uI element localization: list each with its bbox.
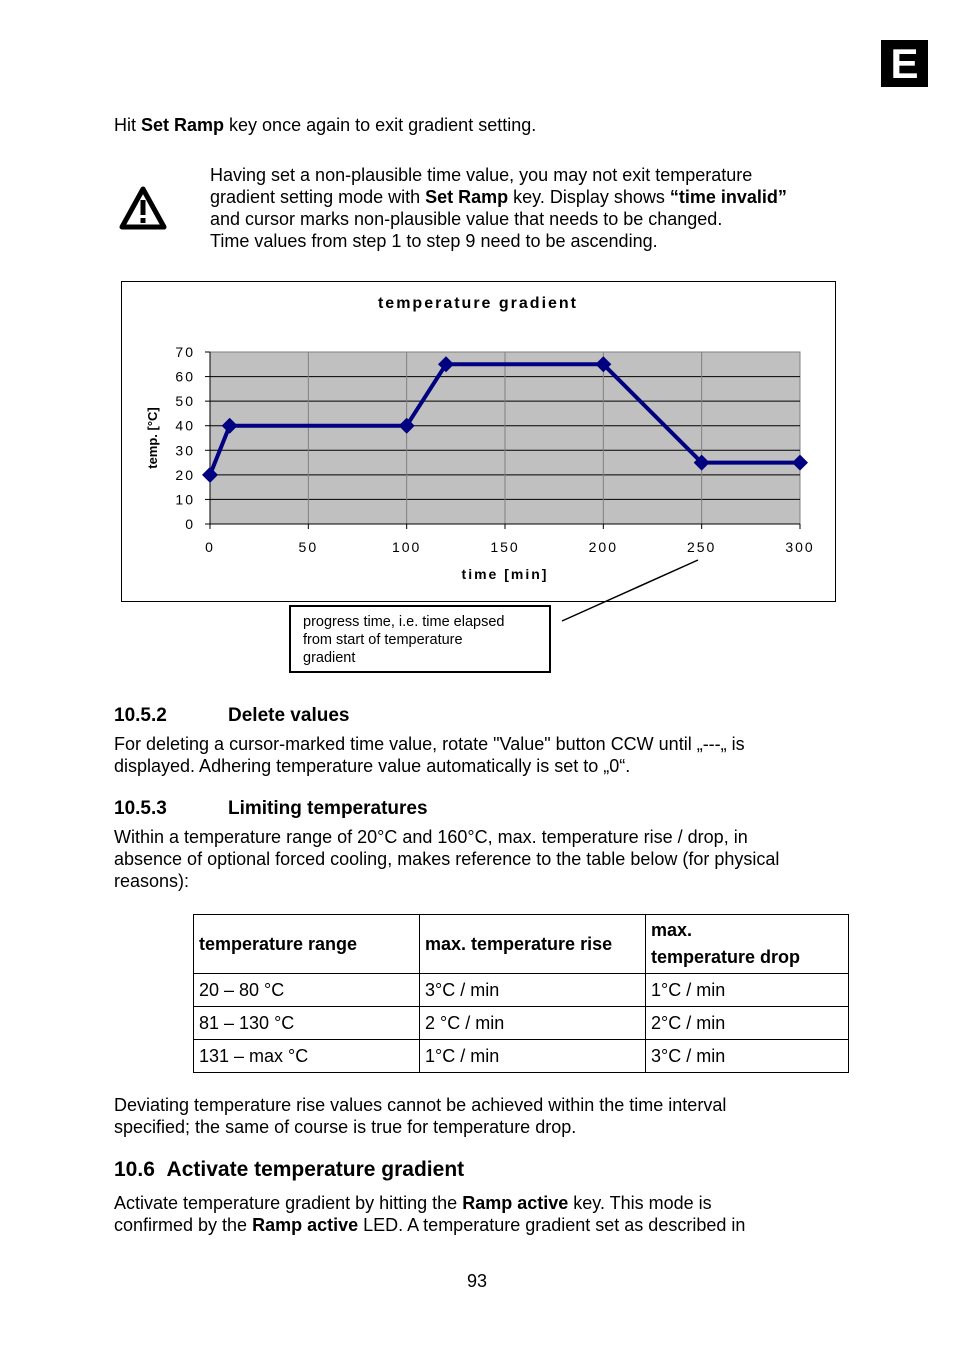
y-tick-label: 30 <box>175 442 195 459</box>
table-header-cell: max. temperature drop <box>646 915 849 974</box>
y-tick-label: 50 <box>175 393 195 410</box>
table-header-row <box>194 915 849 974</box>
callout-leader-line <box>562 560 698 621</box>
chart-callout-box <box>289 605 551 673</box>
warning-line-1: Having set a non-plausible time value, you may not exit temperature <box>210 165 753 185</box>
warning-line-3: and cursor marks non-plausible value that needs to be changed. <box>210 209 723 229</box>
y-tick-label: 40 <box>175 417 195 434</box>
section-number: 10.6 <box>114 1158 155 1181</box>
chart-title: temperature gradient <box>377 295 579 312</box>
temperature-limits-table <box>193 914 849 1073</box>
x-tick-label: 150 <box>490 539 520 555</box>
intro-text: Hit <box>114 115 141 135</box>
section-heading-delete-values <box>114 705 349 727</box>
section-heading-activate-gradient <box>114 1158 464 1182</box>
x-tick-label: 250 <box>686 539 717 555</box>
language-badge: E <box>881 40 928 87</box>
table-cell: 3°C / min <box>646 1040 849 1073</box>
callout-line-1: progress time, i.e. time elapsed <box>303 614 505 630</box>
table-cell: 81 – 130 °C <box>194 1007 420 1040</box>
table-cell: 2°C / min <box>646 1007 849 1040</box>
table-cell: 1°C / min <box>646 974 849 1007</box>
x-tick-label: 50 <box>298 539 319 555</box>
section-number: 10.5.2 <box>114 705 167 726</box>
section-title: Delete values <box>228 705 350 726</box>
table-cell: 131 – max °C <box>194 1040 420 1073</box>
table-cell: 3°C / min <box>420 974 646 1007</box>
x-axis-label: time [min] <box>461 566 549 582</box>
limits-line-3: reasons): <box>114 871 190 891</box>
y-axis-label: temp. [°C] <box>145 407 160 469</box>
callout-line-3: gradient <box>303 650 356 666</box>
activate-line-2: confirmed by the Ramp active LED. A temperature gradient set as described in <box>114 1215 746 1235</box>
y-tick-label: 70 <box>175 344 195 360</box>
page-number: 93 <box>466 1271 488 1291</box>
callout-line-2: from start of temperature <box>303 632 463 648</box>
table-row <box>194 974 849 1007</box>
table-cell: 2 °C / min <box>420 1007 646 1040</box>
section-heading-limiting-temperatures <box>114 798 428 820</box>
x-tick-label: 200 <box>588 539 619 555</box>
y-tick-label: 20 <box>175 466 195 483</box>
intro-text-end: key once again to exit gradient setting. <box>224 115 537 135</box>
table-cell: 20 – 80 °C <box>194 974 420 1007</box>
set-ramp-key: Set Ramp <box>141 115 225 135</box>
limiting-temperatures-paragraph <box>114 826 779 892</box>
delete-line-1: For deleting a cursor-marked time value, rotate "Value" button CCW until „---„ is <box>114 734 745 754</box>
table-cell: 1°C / min <box>420 1040 646 1073</box>
warning-line-4: Time values from step 1 to step 9 need to be ascending. <box>210 231 658 251</box>
table-header-cell: temperature range <box>194 915 420 974</box>
section-title: Activate temperature gradient <box>166 1158 465 1181</box>
activate-paragraph <box>114 1192 745 1236</box>
delete-line-2: displayed. Adhering temperature value automatically is set to „0“. <box>114 756 631 776</box>
limits-line-1: Within a temperature range of 20°C and 160°C, max. temperature rise / drop, in <box>114 827 748 847</box>
y-tick-label: 10 <box>175 491 195 508</box>
section-number: 10.5.3 <box>114 798 167 819</box>
delete-values-paragraph <box>114 733 745 777</box>
table-row <box>194 1007 849 1040</box>
table-row <box>194 1040 849 1073</box>
deviating-line-2: specified; the same of course is true for temperature drop. <box>114 1117 577 1137</box>
y-tick-label: 0 <box>185 516 195 532</box>
deviating-paragraph <box>114 1094 726 1138</box>
section-title: Limiting temperatures <box>228 798 428 819</box>
x-tick-label: 0 <box>205 539 215 555</box>
x-tick-label: 100 <box>391 539 422 555</box>
x-tick-label: 300 <box>785 539 815 555</box>
limits-line-2: absence of optional forced cooling, makes reference to the table below (for physical <box>114 849 780 869</box>
table-header-cell: max. temperature rise <box>420 915 646 974</box>
deviating-line-1: Deviating temperature rise values cannot be achieved within the time interval <box>114 1095 727 1115</box>
y-tick-label: 60 <box>175 368 195 385</box>
activate-line-1: Activate temperature gradient by hitting the Ramp active key. This mode is <box>114 1193 712 1213</box>
warning-line-2: gradient setting mode with Set Ramp key. Display shows “time invalid” <box>210 187 787 207</box>
